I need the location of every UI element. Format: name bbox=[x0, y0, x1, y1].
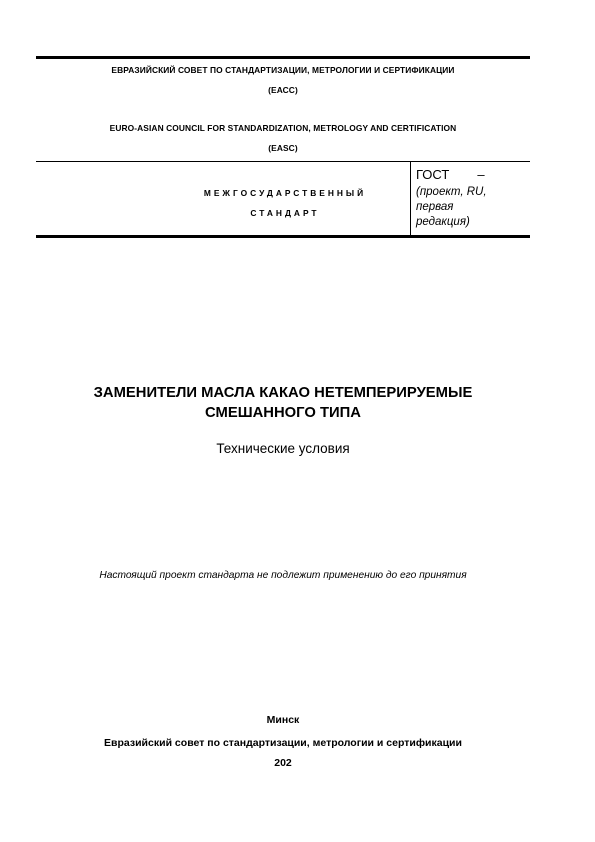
gost-dash: – bbox=[477, 167, 485, 182]
document-title bbox=[36, 383, 530, 423]
publication-year: 202 bbox=[274, 757, 292, 769]
header-vertical-divider bbox=[410, 162, 411, 235]
standard-type-line1: МЕЖГОСУДАРСТВЕННЫЙ bbox=[203, 188, 367, 198]
draft-note bbox=[416, 185, 524, 230]
header-divider-top bbox=[36, 161, 530, 162]
document-title-line1: ЗАМЕНИТЕЛИ МАСЛА КАКАО НЕТЕМПЕРИРУЕМЫЕ bbox=[93, 385, 473, 401]
council-name-en bbox=[36, 118, 530, 158]
council-ru-line2: (ЕАСС) bbox=[268, 85, 298, 95]
standard-type bbox=[150, 183, 420, 223]
publisher-name: Евразийский совет по стандартизации, метрологии и сертификации bbox=[104, 737, 462, 749]
draft-note-line3: редакция) bbox=[416, 216, 470, 228]
gost-code: ГОСТ bbox=[416, 167, 450, 182]
header-divider-bottom bbox=[36, 235, 530, 238]
council-ru-line1: ЕВРАЗИЙСКИЙ СОВЕТ ПО СТАНДАРТИЗАЦИИ, МЕТРОЛОГИИ И СЕРТИФИКАЦИИ bbox=[111, 65, 455, 75]
document-subtitle: Технические условия bbox=[216, 441, 350, 456]
draft-notice: Настоящий проект стандарта не подлежит применению до его принятия bbox=[99, 570, 467, 581]
publication-city: Минск bbox=[266, 714, 300, 726]
document-title-line2: СМЕШАННОГО ТИПА bbox=[205, 405, 361, 421]
council-en-line2: (EASC) bbox=[268, 143, 298, 153]
top-rule bbox=[36, 56, 530, 59]
gost-designation bbox=[416, 167, 485, 183]
council-en-line1: EURO-ASIAN COUNCIL FOR STANDARDIZATION, METROLOGY AND CERTIFICATION bbox=[109, 123, 457, 133]
draft-note-line2: первая bbox=[416, 201, 454, 213]
draft-note-line1: (проект, RU, bbox=[416, 186, 487, 198]
council-name-ru bbox=[36, 60, 530, 100]
standard-type-line2: СТАНДАРТ bbox=[250, 208, 320, 218]
